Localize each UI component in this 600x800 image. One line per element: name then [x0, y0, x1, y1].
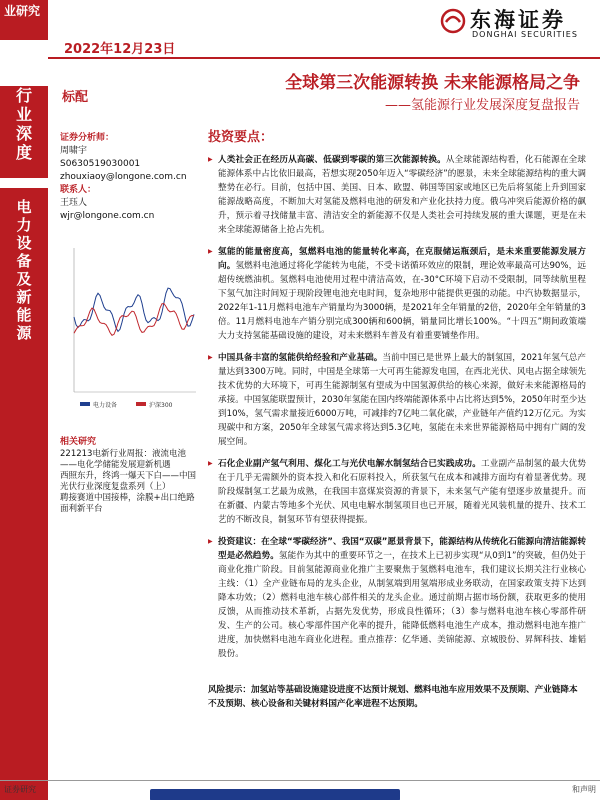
contact-email[interactable]: wjr@longone.com.cn — [60, 211, 155, 221]
footer-right: 和声明 — [572, 785, 596, 794]
related-item[interactable]: 221213电新行业周报：液流电池——电化学储能发展迎新机遇 — [60, 449, 186, 470]
related-title: 相关研究 — [60, 437, 97, 447]
report-type-tag: 业研究 — [0, 0, 48, 40]
analyst-name: 周啸宇 — [60, 146, 88, 156]
sidebar-separator — [0, 178, 48, 188]
rating: 标配 — [62, 90, 89, 105]
logo-mark-icon — [440, 8, 466, 34]
footer-banner — [150, 789, 400, 800]
contact-label: 联系人： — [60, 185, 97, 195]
page-footer — [0, 780, 600, 800]
related-item[interactable]: 西照东升，终鸿一爆天下白——中国光伏行业深度复盘系列（上） — [60, 471, 197, 492]
related-item[interactable]: 聘接赛道中国接棒，涂膜+出口绝路面利新平台 — [60, 493, 195, 514]
footer-left: 证券研究 — [4, 785, 36, 794]
price-chart — [60, 242, 200, 417]
analyst-info — [60, 132, 200, 223]
sidebar-industry: 电力设备及新能源 — [16, 198, 32, 342]
header-divider — [48, 57, 600, 59]
key-point: ▶ 投资建议：在全球“零碳经济”、我国“双碳”愿景背景下，能源结构从传统化石能源向清洁能源转型是必然趋势。氢能作为其中的重要环节之一，在技术上已初步实现“从0到1”的突破，但仍处于商业化推广阶段。目前氢能源商业化推广主要聚焦于氢燃料电池车，我们建议长期关注行业核心主线：（1）全产业链布局的龙头企业，从制氢端到用氢端形成业务联动，在国家政策支持下达到降本功效；（2）燃料电池车核心部件相关的龙头企业。通过前期占据市场份额，获取更多的使用反馈，从而推动技术革新，占据先发优势，形成良性循环；（3）参与燃料电池车核心零部件研发、生产的公司。核心零部件国产化率的提升，能降低燃料电池生产成本，推动燃料电池车推广进度，加快燃料电池车商业化进程。重点推荐：亿华通、美锦能源、京城股份、昇辉科技、雄韬股份。 — [208, 535, 586, 661]
analyst-cert: S0630519030001 — [60, 159, 141, 169]
legend-swatch-series-1 — [80, 402, 90, 406]
key-points — [208, 126, 586, 669]
contact-name: 王珏人 — [60, 198, 88, 208]
key-points-title: 投资要点： — [208, 130, 274, 145]
logo-text-en: DONGHAI SECURITIES — [472, 30, 578, 39]
report-title: 全球第三次能源转换 未来能源格局之争 — [285, 73, 580, 93]
related-research — [60, 432, 200, 515]
key-point: ▶ 氢能的能量密度高，氢燃料电池的能量转化率高，在克服储运瓶颈后，是未来重要能源发展方向。氢燃料电池通过将化学能转为电能，不受卡诺循环效应的限制，理论效率最高可达90%，远超传统燃油机。氢燃料电池使用过程中清洁高效，在-30°C环境下启动不受限制，同等续航里程下氢气加注时间短于现阶段锂电池充电时间，复杂地形中能提供更强的动能。中汽协数据显示，2022年1-11月燃料电池车产销量均为3000辆，是2021年全年销量的2倍，2020年全年销量的3倍。11月燃料电池车产销分别完成300辆和600辆，销量同比增长100%。“十四五”期间政策端大力支持氢能基础设施的建设，对未来燃料车普及有着重要铺垫作用。 — [208, 245, 586, 343]
risk-warning: 风险提示：加氢站等基础设施建设进度不达预计规划、燃料电池车应用效果不及预期、产业链降本不及预期、核心设备和关键材料国产化率进程不达预期。 — [208, 685, 578, 709]
sidebar-category: 行业深度 — [15, 86, 32, 162]
legend-swatch-series-2 — [136, 402, 146, 406]
brand-logo — [440, 2, 600, 42]
analyst-email[interactable]: zhouxiaoy@longone.com.cn — [60, 172, 187, 182]
key-point: ▶ 石化企业副产氢气利用、煤化工与光伏电解水制氢结合已实践成功。工业副产品制氢的最大优势在于几乎无需额外的资本投入和化石原料投入，所获氢气在成本和减排方面均有着显著优势。现阶段煤制氢工艺最为成熟，在我国丰富煤炭资源的背景下，未来氢气产能有望逐步放量提升。而在新疆、内蒙古等地多个光伏、风电电解水制氢项目也已开展，随着光风装机量的提升、技术工艺的不断改良，制氢环节有望获得提振。 — [208, 457, 586, 527]
page-header — [0, 0, 600, 60]
legend-label-series-2: 沪深300 — [149, 402, 173, 409]
key-point: ▶ 人类社会正在经历从高碳、低碳到零碳的第三次能源转换。从全球能源结构看，化石能源在全球能源体系中占比依旧最高，若想实现2050年迈入“零碳经济”的愿景，未来全球能源结构的重大调整势在必行。目前，包括中国、美国、日本、欧盟、韩国等国家或地区已先后将氢能上升到国家能源战略高度，不断加大对氢能及燃料电池的研发和产业化扶持力度。俄乌冲突后能源价格的飙升，预示着寻找储量丰富、清洁安全的新能源不仅是人类社会可持续发展的重大课题，更是在未来全球能源储备上抢占先机。 — [208, 153, 586, 237]
report-subtitle: ——氢能源行业发展深度复盘报告 — [384, 98, 580, 113]
sidebar — [0, 86, 48, 800]
report-date: 2022年12月23日 — [64, 42, 176, 57]
key-point: ▶ 中国具备丰富的氢能供给经验和产业基础。当前中国已是世界上最大的制氢国，2021年氢气总产量达到3300万吨。同时，中国是全球第一大可再生能源发电国，在西北光伏、风电占据全球领先技术优势的大环境下，可再生能源制氢有望成为中国氢源供给的核心来源，做好未来能源格局的承接。中国氢能联盟预计，2030年氢能在国内终端能源体系中占比将达到5%，2050年时至少达到10%，氢气需求量接近6000万吨，可减排约7亿吨二氧化碳，产业链年产值约12万亿元。为实现碳中和方案，2050年全球氢气需求将达到5.3亿吨，氢能在未来世界能源格局中拥有广阔的发展空间。 — [208, 351, 586, 449]
analyst-label: 证券分析师： — [60, 133, 115, 143]
legend-label-series-1: 电力设备 — [93, 402, 118, 409]
logo-text-cn: 东海证券 — [470, 8, 566, 32]
